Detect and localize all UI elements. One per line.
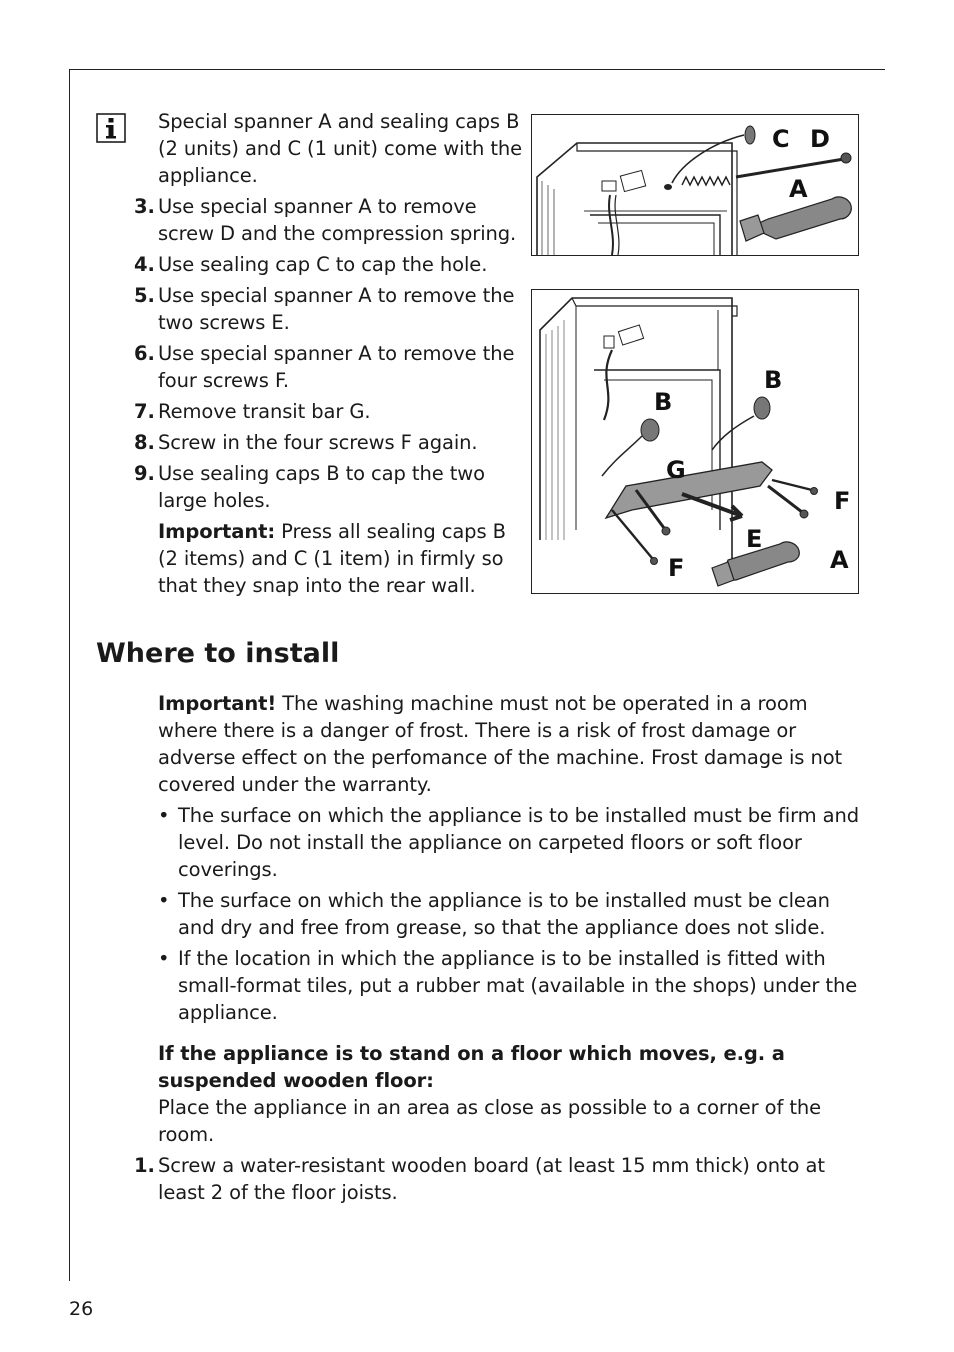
floor-heading: If the appliance is to stand on a floor which moves, e.g. a suspended wooden floor: [158,1042,785,1092]
bullet-dot-icon: • [158,804,170,827]
step-text: Use sealing cap C to cap the hole. [158,253,488,276]
page-number: 26 [69,1298,94,1320]
info-icon [96,113,126,143]
section-heading: Where to install [96,638,340,669]
label-c: C [772,125,790,153]
step-text: Use special spanner A to remove the two screws E. [158,284,515,334]
bullet-dot-icon: • [158,889,170,912]
step-number: 9. [134,462,155,485]
important-label: Important: [158,520,276,543]
step-text: Screw a water-resistant wooden board (at least 15 mm thick) onto at least 2 of the floor joists. [158,1154,825,1204]
step-number: 5. [134,284,155,307]
where-to-install-body [134,690,868,1210]
label-e: E [746,525,763,553]
label-d: D [810,125,830,153]
step-9 [134,460,524,514]
figure-2-drawing [532,290,858,593]
step-number: 6. [134,342,155,365]
step-7 [134,398,524,425]
label-f-left: F [668,554,685,582]
left-rule [69,69,70,1281]
label-f-right: F [834,487,851,515]
label-a: A [830,546,849,574]
step-number: 4. [134,253,155,276]
floor-text: Place the appliance in an area as close as possible to a corner of the room. [158,1096,822,1146]
bullet-item [158,802,868,883]
label-b-right: B [764,366,783,394]
bullet-item [158,945,868,1026]
bullet-text: If the location in which the appliance is to be installed is fitted with small-format tiles, put a rubber mat (available in the shops) under the appliance. [178,947,858,1024]
label-a: A [789,175,808,203]
important-text: The washing machine must not be operated in a room where there is a danger of frost. There is a risk of frost damage or adverse effect on the perfomance of the machine. Frost damage is not covered under the warranty. [158,692,843,796]
important-caps-note [134,518,524,599]
important-frost-note [158,690,868,798]
figure-1-drawing [532,115,858,255]
floor-step-1 [134,1152,868,1206]
label-b-left: B [654,388,673,416]
step-number: 3. [134,195,155,218]
step-number: 1. [134,1154,155,1177]
step-text: Use special spanner A to remove the four screws F. [158,342,515,392]
step-5 [134,282,524,336]
step-text: Screw in the four screws F again. [158,431,478,454]
bullet-text: The surface on which the appliance is to be installed must be clean and dry and free from grease, so that the appliance does not slide. [178,889,830,939]
step-number: 7. [134,400,155,423]
transit-bolt-steps [134,108,524,603]
spacer [158,1030,868,1040]
step-4 [134,251,524,278]
bullet-item [158,887,868,941]
step-3 [134,193,524,247]
step-text: Remove transit bar G. [158,400,371,423]
label-g: G [666,456,686,484]
step-number: 8. [134,431,155,454]
step-text: Use sealing caps B to cap the two large holes. [158,462,485,512]
step-text: Use special spanner A to remove screw D and the compression spring. [158,195,517,245]
important-text: Press all sealing caps B (2 items) and C (1 item) in firmly so that they snap into the rear wall. [158,520,506,597]
top-rule [69,69,885,70]
figure-remove-transit-bar [531,289,859,594]
step-8 [134,429,524,456]
bullet-dot-icon: • [158,947,170,970]
step-6 [134,340,524,394]
info-note: Special spanner A and sealing caps B (2 units) and C (1 unit) come with the appliance. [158,110,523,187]
figure-remove-screw-d [531,114,859,256]
bullet-text: The surface on which the appliance is to be installed must be firm and level. Do not install the appliance on carpeted floors or soft floor coverings. [178,804,860,881]
important-label: Important! [158,692,277,715]
